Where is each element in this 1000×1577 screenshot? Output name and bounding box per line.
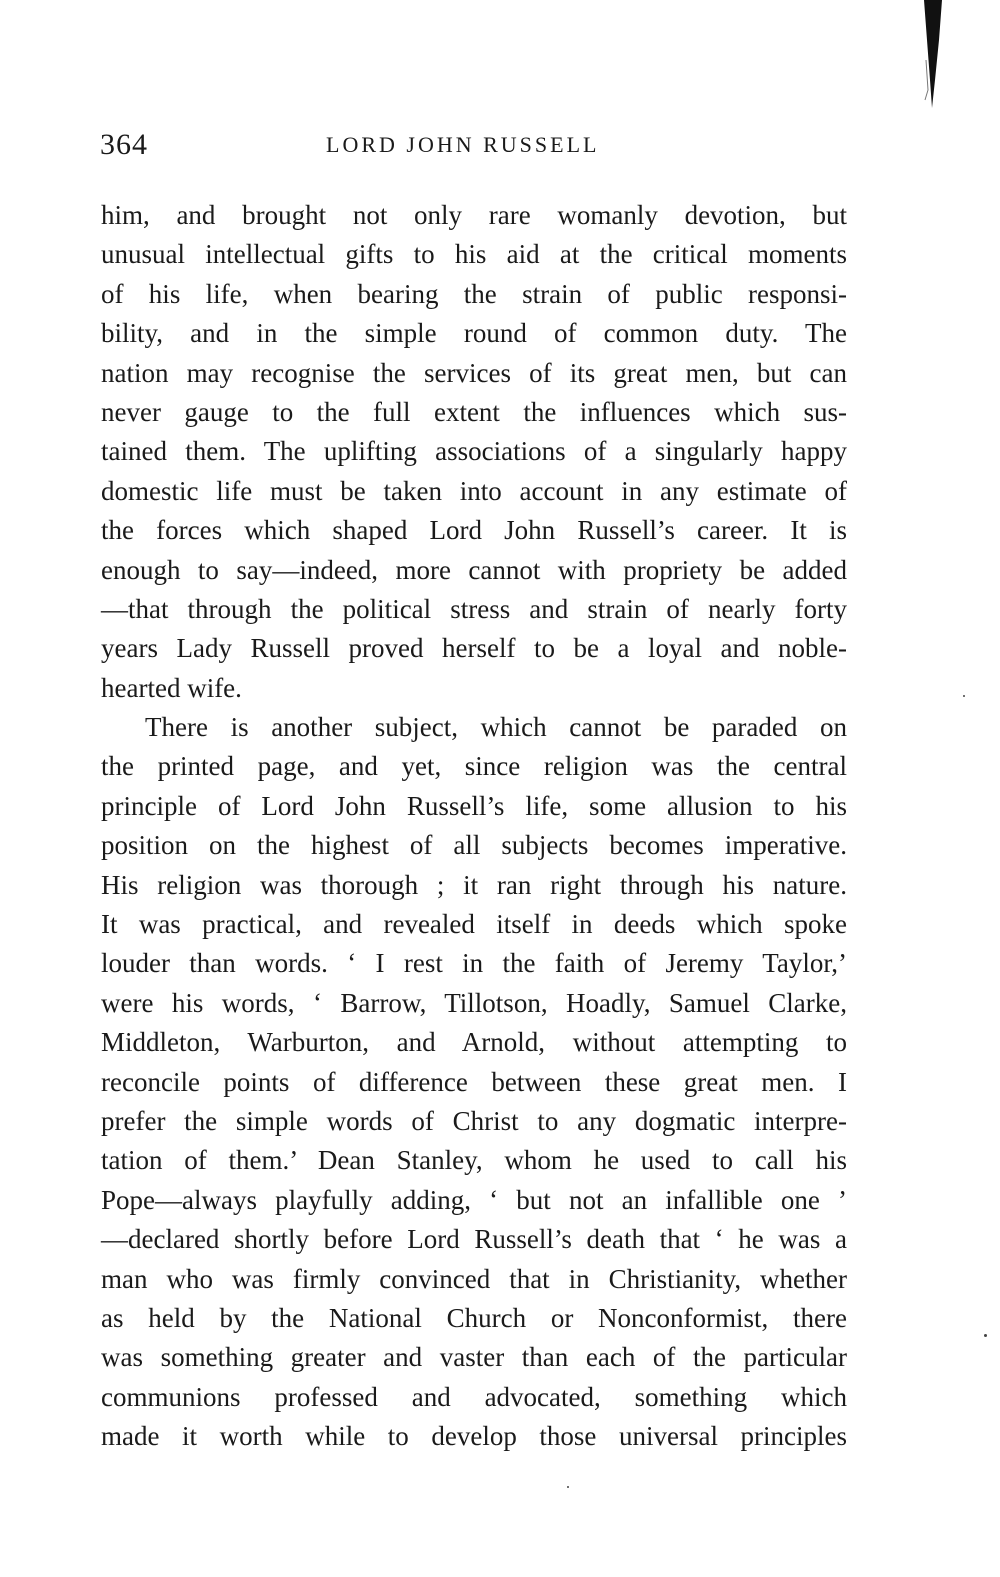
page-number: 364 <box>100 128 148 161</box>
paragraph-2 <box>101 708 847 1456</box>
text-line: were his words, ‘ Barrow, Tillotson, Hoadly, Samuel Clarke, <box>101 987 847 1018</box>
scan-speck <box>984 1334 987 1337</box>
text-line: His religion was thorough ; it ran right through his nature. <box>101 869 847 900</box>
text-line: Pope—always playfully adding, ‘ but not an infallible one ’ <box>101 1184 847 1215</box>
text-line: louder than words. ‘ I rest in the faith of Jeremy Taylor,’ <box>101 948 847 979</box>
text-line: —that through the political stress and strain of nearly forty <box>101 593 847 624</box>
text-line: bility, and in the simple round of common duty. The <box>101 318 847 349</box>
body-text <box>101 196 847 1457</box>
text-line: There is another subject, which cannot be paraded on <box>145 712 847 743</box>
text-line: the printed page, and yet, since religion was the central <box>101 751 847 782</box>
text-line: of his life, when bearing the strain of public responsi- <box>101 278 847 309</box>
text-line: position on the highest of all subjects becomes imperative. <box>101 830 847 861</box>
running-title: LORD JOHN RUSSELL <box>326 132 600 157</box>
text-line: communions professed and advocated, something which <box>101 1381 847 1412</box>
text-line: prefer the simple words of Christ to any dogmatic interpre- <box>101 1105 847 1136</box>
text-line: was something greater and vaster than each of the particular <box>101 1342 847 1373</box>
text-line: man who was firmly convinced that in Christianity, whether <box>101 1263 847 1294</box>
paragraph-1 <box>101 196 847 708</box>
text-line: reconcile points of difference between these great men. I <box>101 1066 847 1097</box>
text-line: him, and brought not only rare womanly devotion, but <box>101 200 847 230</box>
text-line: never gauge to the full extent the influences which sus- <box>101 396 847 427</box>
scan-speck <box>567 1486 569 1488</box>
text-line: years Lady Russell proved herself to be a loyal and noble- <box>101 633 847 664</box>
text-line: —declared shortly before Lord Russell’s death that ‘ he was a <box>101 1224 847 1255</box>
scan-speck <box>963 695 965 697</box>
text-line: nation may recognise the services of its great men, but can <box>101 357 847 388</box>
text-line: made it worth while to develop those universal principles <box>101 1421 847 1452</box>
text-line: tation of them.’ Dean Stanley, whom he used to call his <box>101 1145 847 1176</box>
text-line: tained them. The uplifting associations of a singularly happy <box>101 436 847 467</box>
text-line: the forces which shaped Lord John Russell’s career. It is <box>101 515 847 546</box>
text-line: unusual intellectual gifts to his aid at the critical moments <box>101 239 847 270</box>
scan-ink-smudge <box>922 0 944 110</box>
text-line: as held by the National Church or Nonconformist, there <box>101 1302 847 1333</box>
text-line: Middleton, Warburton, and Arnold, without attempting to <box>101 1027 847 1058</box>
text-line: enough to say—indeed, more cannot with propriety be added <box>101 554 847 585</box>
text-line: hearted wife. <box>101 672 242 703</box>
text-line: principle of Lord John Russell’s life, some allusion to his <box>101 790 847 821</box>
running-head <box>100 128 640 162</box>
text-line: It was practical, and revealed itself in deeds which spoke <box>101 909 847 940</box>
text-line: domestic life must be taken into account in any estimate of <box>101 475 847 506</box>
